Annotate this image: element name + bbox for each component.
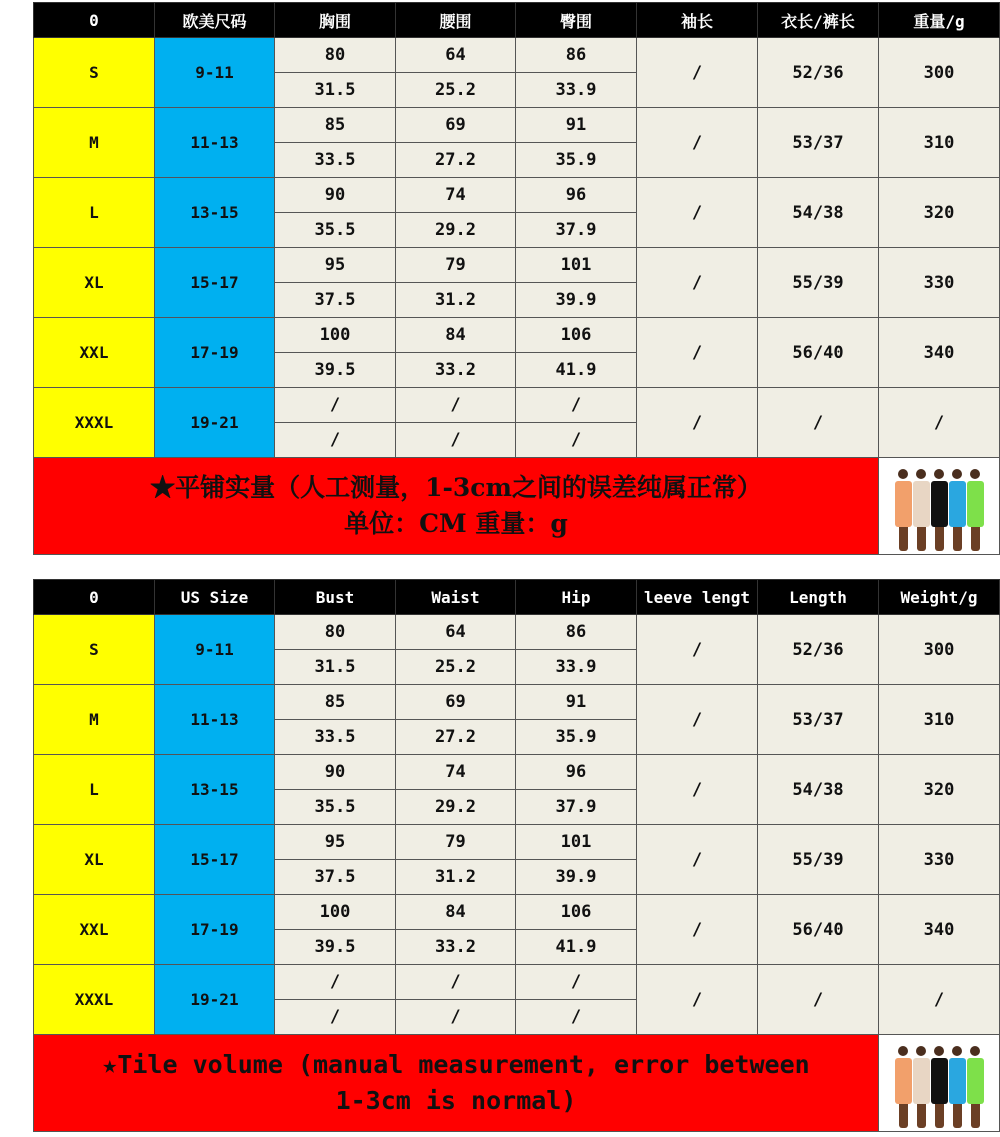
size-label: XXL	[34, 895, 155, 965]
bust-value: 80	[275, 38, 396, 73]
hip-value: 91	[516, 685, 637, 720]
size-label: L	[34, 755, 155, 825]
us-size: 19-21	[155, 965, 275, 1035]
table-row	[34, 895, 1000, 930]
length-value: /	[758, 965, 879, 1035]
model-figure	[895, 469, 912, 551]
hip-value: 39.9	[516, 283, 637, 318]
header-row	[34, 3, 1000, 38]
waist-value: 25.2	[396, 650, 516, 685]
bust-value: 100	[275, 318, 396, 353]
header-cell: 重量/g	[879, 3, 1000, 38]
header-cell: Waist	[396, 580, 516, 615]
banner-row	[34, 1035, 1000, 1132]
bust-value: /	[275, 388, 396, 423]
header-row	[34, 580, 1000, 615]
waist-value: 25.2	[396, 73, 516, 108]
us-size: 11-13	[155, 108, 275, 178]
bust-value: 90	[275, 755, 396, 790]
weight-value: /	[879, 965, 1000, 1035]
weight-value: 310	[879, 108, 1000, 178]
length-value: /	[758, 388, 879, 458]
length-value: 55/39	[758, 825, 879, 895]
model-figure	[949, 469, 966, 551]
header-cell: US Size	[155, 580, 275, 615]
note-line: 1-3cm is normal)	[335, 1086, 577, 1115]
weight-value: 300	[879, 615, 1000, 685]
table-row	[34, 318, 1000, 353]
waist-value: 27.2	[396, 143, 516, 178]
length-value: 52/36	[758, 615, 879, 685]
sleeve-value: /	[637, 685, 758, 755]
models-figure	[879, 1038, 999, 1128]
header-cell: 0	[34, 580, 155, 615]
sleeve-value: /	[637, 825, 758, 895]
us-size: 17-19	[155, 318, 275, 388]
header-cell: 0	[34, 3, 155, 38]
sleeve-value: /	[637, 248, 758, 318]
bust-value: 95	[275, 248, 396, 283]
bust-value: 85	[275, 108, 396, 143]
bust-value: 80	[275, 615, 396, 650]
hip-value: 41.9	[516, 930, 637, 965]
bust-value: 85	[275, 685, 396, 720]
hip-value: 106	[516, 895, 637, 930]
note-line: ★Tile volume (manual measurement, error between	[102, 1050, 810, 1079]
bust-value: 35.5	[275, 213, 396, 248]
table-row	[34, 38, 1000, 73]
size-label: S	[34, 38, 155, 108]
bust-value: 33.5	[275, 720, 396, 755]
hip-value: /	[516, 1000, 637, 1035]
table-row	[34, 825, 1000, 860]
bust-value: 33.5	[275, 143, 396, 178]
weight-value: 320	[879, 755, 1000, 825]
header-cell: 臀围	[516, 3, 637, 38]
length-value: 52/36	[758, 38, 879, 108]
waist-value: /	[396, 965, 516, 1000]
size-label: XXXL	[34, 388, 155, 458]
us-size: 13-15	[155, 178, 275, 248]
us-size: 9-11	[155, 615, 275, 685]
header-cell: Weight/g	[879, 580, 1000, 615]
sleeve-value: /	[637, 755, 758, 825]
hip-value: 41.9	[516, 353, 637, 388]
weight-value: 300	[879, 38, 1000, 108]
bust-value: /	[275, 965, 396, 1000]
waist-value: 29.2	[396, 790, 516, 825]
size-rows	[34, 38, 1000, 458]
model-figure	[967, 1046, 984, 1128]
weight-value: 330	[879, 825, 1000, 895]
weight-value: 320	[879, 178, 1000, 248]
note-line: 单位：CM 重量：g	[344, 509, 568, 538]
us-size: 17-19	[155, 895, 275, 965]
bust-value: /	[275, 1000, 396, 1035]
sleeve-value: /	[637, 108, 758, 178]
us-size: 19-21	[155, 388, 275, 458]
table-row	[34, 388, 1000, 423]
measurement-note-banner	[34, 1035, 879, 1132]
table-row	[34, 108, 1000, 143]
length-value: 54/38	[758, 178, 879, 248]
sleeve-value: /	[637, 965, 758, 1035]
waist-value: 79	[396, 248, 516, 283]
size-label: M	[34, 685, 155, 755]
waist-value: 74	[396, 755, 516, 790]
us-size: 15-17	[155, 248, 275, 318]
size-label: XL	[34, 248, 155, 318]
weight-value: 310	[879, 685, 1000, 755]
size-label: M	[34, 108, 155, 178]
hip-value: /	[516, 965, 637, 1000]
hip-value: /	[516, 388, 637, 423]
weight-value: /	[879, 388, 1000, 458]
length-value: 56/40	[758, 318, 879, 388]
waist-value: 74	[396, 178, 516, 213]
models-figure	[879, 461, 999, 551]
model-figure	[913, 469, 930, 551]
model-figure	[949, 1046, 966, 1128]
bust-value: 39.5	[275, 353, 396, 388]
bust-value: 37.5	[275, 283, 396, 318]
header-cell: Length	[758, 580, 879, 615]
bust-value: 95	[275, 825, 396, 860]
bust-value: 31.5	[275, 73, 396, 108]
header-cell: 腰围	[396, 3, 516, 38]
bust-value: 39.5	[275, 930, 396, 965]
table-row	[34, 248, 1000, 283]
sleeve-value: /	[637, 388, 758, 458]
model-figure	[967, 469, 984, 551]
size-table	[33, 2, 1000, 555]
model-figure	[895, 1046, 912, 1128]
bust-value: 90	[275, 178, 396, 213]
hip-value: 35.9	[516, 720, 637, 755]
us-size: 9-11	[155, 38, 275, 108]
waist-value: 31.2	[396, 283, 516, 318]
measurement-note-banner	[34, 458, 879, 555]
note-line: ★平铺实量（人工测量，1-3cm之间的误差纯属正常）	[150, 473, 762, 502]
sleeve-value: /	[637, 615, 758, 685]
bust-value: 37.5	[275, 860, 396, 895]
size-label: S	[34, 615, 155, 685]
size-chart-chinese	[33, 2, 1000, 555]
hip-value: 86	[516, 615, 637, 650]
header-cell: Hip	[516, 580, 637, 615]
waist-value: 69	[396, 108, 516, 143]
length-value: 53/37	[758, 108, 879, 178]
header-cell: Bust	[275, 580, 396, 615]
weight-value: 340	[879, 895, 1000, 965]
size-chart-english	[33, 579, 1000, 1132]
us-size: 15-17	[155, 825, 275, 895]
hip-value: 96	[516, 178, 637, 213]
size-label: XL	[34, 825, 155, 895]
header-cell: 衣长/裤长	[758, 3, 879, 38]
sleeve-value: /	[637, 895, 758, 965]
model-figure	[931, 1046, 948, 1128]
bust-value: 100	[275, 895, 396, 930]
model-figure	[931, 469, 948, 551]
table-row	[34, 178, 1000, 213]
waist-value: 84	[396, 895, 516, 930]
header-cell: 胸围	[275, 3, 396, 38]
size-label: XXL	[34, 318, 155, 388]
waist-value: /	[396, 388, 516, 423]
waist-value: 69	[396, 685, 516, 720]
length-value: 53/37	[758, 685, 879, 755]
sleeve-value: /	[637, 318, 758, 388]
hip-value: 37.9	[516, 790, 637, 825]
table-row	[34, 965, 1000, 1000]
us-size: 13-15	[155, 755, 275, 825]
bust-value: 31.5	[275, 650, 396, 685]
hip-value: 33.9	[516, 73, 637, 108]
hip-value: 101	[516, 248, 637, 283]
waist-value: 64	[396, 615, 516, 650]
size-rows	[34, 615, 1000, 1035]
waist-value: 84	[396, 318, 516, 353]
size-label: XXXL	[34, 965, 155, 1035]
hip-value: 33.9	[516, 650, 637, 685]
header-cell: 袖长	[637, 3, 758, 38]
hip-value: 35.9	[516, 143, 637, 178]
bust-value: 35.5	[275, 790, 396, 825]
hip-value: 96	[516, 755, 637, 790]
us-size: 11-13	[155, 685, 275, 755]
sleeve-value: /	[637, 178, 758, 248]
hip-value: 39.9	[516, 860, 637, 895]
header-cell: leeve lengt	[637, 580, 758, 615]
waist-value: 27.2	[396, 720, 516, 755]
banner-row	[34, 458, 1000, 555]
length-value: 54/38	[758, 755, 879, 825]
hip-value: 37.9	[516, 213, 637, 248]
waist-value: 64	[396, 38, 516, 73]
waist-value: 33.2	[396, 930, 516, 965]
hip-value: 86	[516, 38, 637, 73]
hip-value: 91	[516, 108, 637, 143]
size-label: L	[34, 178, 155, 248]
waist-value: 31.2	[396, 860, 516, 895]
product-models-photo	[879, 458, 1000, 555]
waist-value: 29.2	[396, 213, 516, 248]
table-row	[34, 755, 1000, 790]
hip-value: /	[516, 423, 637, 458]
header-cell: 欧美尺码	[155, 3, 275, 38]
waist-value: 33.2	[396, 353, 516, 388]
product-models-photo	[879, 1035, 1000, 1132]
weight-value: 330	[879, 248, 1000, 318]
hip-value: 106	[516, 318, 637, 353]
waist-value: /	[396, 423, 516, 458]
length-value: 55/39	[758, 248, 879, 318]
size-table	[33, 579, 1000, 1132]
bust-value: /	[275, 423, 396, 458]
sleeve-value: /	[637, 38, 758, 108]
hip-value: 101	[516, 825, 637, 860]
table-row	[34, 615, 1000, 650]
length-value: 56/40	[758, 895, 879, 965]
waist-value: 79	[396, 825, 516, 860]
table-row	[34, 685, 1000, 720]
waist-value: /	[396, 1000, 516, 1035]
weight-value: 340	[879, 318, 1000, 388]
model-figure	[913, 1046, 930, 1128]
